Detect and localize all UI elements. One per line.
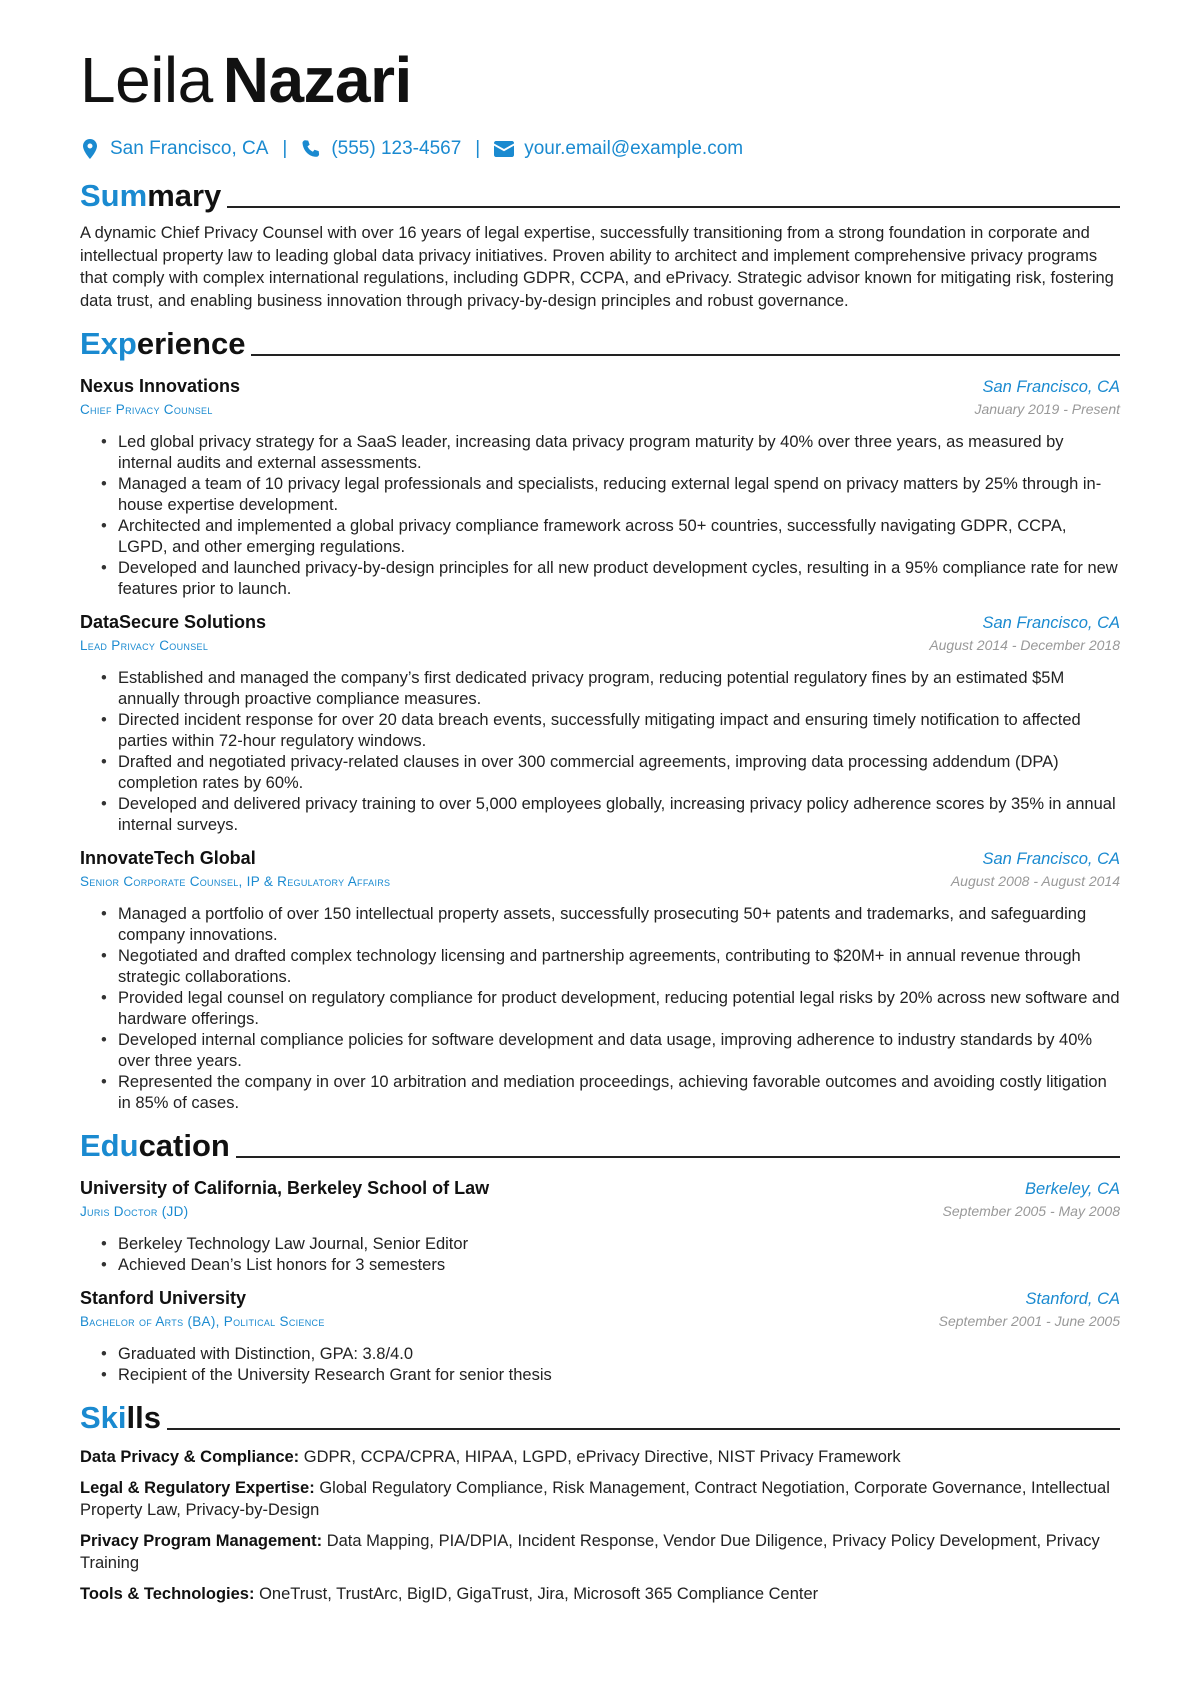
section-rule xyxy=(167,1428,1120,1430)
job-title: Chief Privacy Counsel xyxy=(80,402,213,417)
skill-values: GDPR, CCPA/CPRA, HIPAA, LGPD, ePrivacy Directive, NIST Privacy Framework xyxy=(303,1448,901,1466)
skill-label: Data Privacy & Compliance: xyxy=(80,1448,300,1466)
entry-dates: January 2019 - Present xyxy=(974,401,1120,417)
location-text: San Francisco, CA xyxy=(110,138,269,159)
skill-label: Tools & Technologies: xyxy=(80,1584,255,1603)
section-rule xyxy=(227,206,1120,208)
section-title: Education xyxy=(80,1128,230,1163)
bullet-list xyxy=(80,1234,1120,1276)
entry-dates: September 2001 - June 2005 xyxy=(938,1313,1120,1329)
list-item: • Drafted and negotiated privacy-related clauses in over 300 commercial agreements, improving data processing addendum (DPA) completion rates by 60%. xyxy=(118,752,1120,794)
job-title: Senior Corporate Counsel, IP & Regulatory Affairs xyxy=(80,874,391,889)
skill-line xyxy=(80,1446,1120,1469)
section-rule xyxy=(251,354,1120,356)
section-title: Experience xyxy=(80,326,246,361)
list-item: • Provided legal counsel on regulatory compliance for product development, reducing potential legal risks by 20% across new software and hardware offerings. xyxy=(118,988,1120,1030)
list-item: • Architected and implemented a global privacy compliance framework across 50+ countries, successfully navigating GDPR, CCPA, LGPD, and other emerging regulations. xyxy=(118,516,1120,558)
entry-location: San Francisco, CA xyxy=(982,850,1120,868)
education-heading xyxy=(80,1126,1120,1166)
school-name: Stanford University xyxy=(80,1288,247,1308)
skill-line xyxy=(80,1477,1120,1522)
list-item: • Established and managed the company’s first dedicated privacy program, reducing potential regulatory fines by an estimated $5M annually through proactive compliance measures. xyxy=(118,668,1120,710)
list-item: • Developed internal compliance policies for software development and data usage, improving adherence to industry standards by 40% over three years. xyxy=(118,1030,1120,1072)
list-item: • Developed and launched privacy-by-design principles for all new product development cycles, resulting in a 95% compliance rate for new features prior to launch. xyxy=(118,558,1120,600)
education-entry xyxy=(80,1176,1120,1276)
bullet-list xyxy=(80,432,1120,600)
bullet-list xyxy=(80,668,1120,836)
list-item: • Managed a portfolio of over 150 intellectual property assets, successfully prosecuting 50+ patents and trademarks, and safeguarding company innovations. xyxy=(118,904,1120,946)
entry-dates: August 2014 - December 2018 xyxy=(929,637,1120,653)
entry-location: San Francisco, CA xyxy=(982,378,1120,396)
bullet-list xyxy=(80,1344,1120,1386)
list-item: • Directed incident response for over 20 data breach events, successfully mitigating impact and ensuring timely notification to affected parties within 72-hour regulatory windows. xyxy=(118,710,1120,752)
list-item: • Recipient of the University Research Grant for senior thesis xyxy=(118,1365,1120,1386)
list-item: • Represented the company in over 10 arbitration and mediation proceedings, achieving favorable outcomes and avoiding costly litigation in 85% of cases. xyxy=(118,1072,1120,1114)
section-title: Skills xyxy=(80,1400,161,1435)
entry-location: San Francisco, CA xyxy=(982,614,1120,632)
entry-location: Berkeley, CA xyxy=(1024,1180,1120,1198)
contact-email[interactable] xyxy=(494,138,743,160)
experience-heading xyxy=(80,324,1120,364)
job-title: Lead Privacy Counsel xyxy=(80,638,209,653)
skill-line xyxy=(80,1583,1120,1606)
phone-text[interactable]: (555) 123-4567 xyxy=(331,138,462,159)
experience-entry xyxy=(80,374,1120,600)
skill-values: Data Mapping, PIA/DPIA, Incident Response, Vendor Due Diligence, Privacy Policy Development, Privacy Training xyxy=(80,1531,1100,1572)
employer-name: DataSecure Solutions xyxy=(80,612,267,632)
bullet-list xyxy=(80,904,1120,1114)
education-entry xyxy=(80,1286,1120,1386)
map-marker-icon xyxy=(80,139,100,159)
school-name: University of California, Berkeley School of Law xyxy=(80,1178,490,1198)
contact-location xyxy=(80,138,268,160)
degree: Bachelor of Arts (BA), Political Science xyxy=(80,1314,325,1329)
summary-heading xyxy=(80,176,1120,216)
entry-location: Stanford, CA xyxy=(1025,1290,1120,1308)
list-item: • Managed a team of 10 privacy legal professionals and specialists, reducing external legal spend on privacy matters by 25% through in-house expertise development. xyxy=(118,474,1120,516)
first-name: Leila xyxy=(80,44,213,116)
skills-heading xyxy=(80,1398,1120,1438)
employer-name: Nexus Innovations xyxy=(80,376,241,396)
contact-separator: | xyxy=(475,138,481,159)
summary-text: A dynamic Chief Privacy Counsel with over 16 years of legal expertise, successfully transitioning from a strong foundation in corporate and intellectual property law to leading global data privacy initiatives. Proven ability to architect and implement comprehensive privacy programs that comply with complex international regulations, including GDPR, CCPA, and ePrivacy. Strategic advisor known for mitigating risk, fostering data trust, and enabling business innovation through privacy-by-design principles and robust governance. xyxy=(80,224,1114,310)
entry-dates: September 2005 - May 2008 xyxy=(942,1203,1120,1219)
candidate-name xyxy=(80,40,1120,120)
list-item: • Negotiated and drafted complex technology licensing and partnership agreements, contributing to $20M+ in annual revenue through strategic collaborations. xyxy=(118,946,1120,988)
envelope-icon xyxy=(494,139,514,159)
contact-bar xyxy=(80,134,1120,164)
degree: Juris Doctor (JD) xyxy=(80,1204,189,1219)
skill-values: Global Regulatory Compliance, Risk Management, Contract Negotiation, Corporate Governance, Intellectual Property Law, Privacy-by-Design xyxy=(80,1478,1110,1519)
experience-entry xyxy=(80,610,1120,836)
list-item: • Developed and delivered privacy training to over 5,000 employees globally, increasing privacy policy adherence scores by 35% in annual internal surveys. xyxy=(118,794,1120,836)
list-item: • Led global privacy strategy for a SaaS leader, increasing data privacy program maturity by 40% over three years, as measured by internal audits and external assessments. xyxy=(118,432,1120,474)
resume-page xyxy=(80,40,1120,1605)
entry-dates: August 2008 - August 2014 xyxy=(950,873,1120,889)
phone-icon xyxy=(301,139,321,159)
skill-values: OneTrust, TrustArc, BigID, GigaTrust, Jira, Microsoft 365 Compliance Center xyxy=(259,1584,819,1603)
section-rule xyxy=(236,1156,1120,1158)
contact-separator: | xyxy=(282,138,288,159)
contact-phone[interactable] xyxy=(301,138,461,160)
email-link[interactable]: your.email@example.com xyxy=(524,138,744,159)
list-item: • Graduated with Distinction, GPA: 3.8/4.0 xyxy=(118,1344,1120,1365)
skill-line xyxy=(80,1530,1120,1575)
employer-name: InnovateTech Global xyxy=(80,848,256,868)
experience-entry xyxy=(80,846,1120,1114)
skill-label: Privacy Program Management: xyxy=(80,1531,323,1550)
skill-label: Legal & Regulatory Expertise: xyxy=(80,1478,315,1497)
section-title: Summary xyxy=(80,178,222,213)
list-item: • Berkeley Technology Law Journal, Senior Editor xyxy=(118,1234,1120,1255)
list-item: • Achieved Dean’s List honors for 3 semesters xyxy=(118,1255,1120,1276)
last-name: Nazari xyxy=(222,44,412,116)
